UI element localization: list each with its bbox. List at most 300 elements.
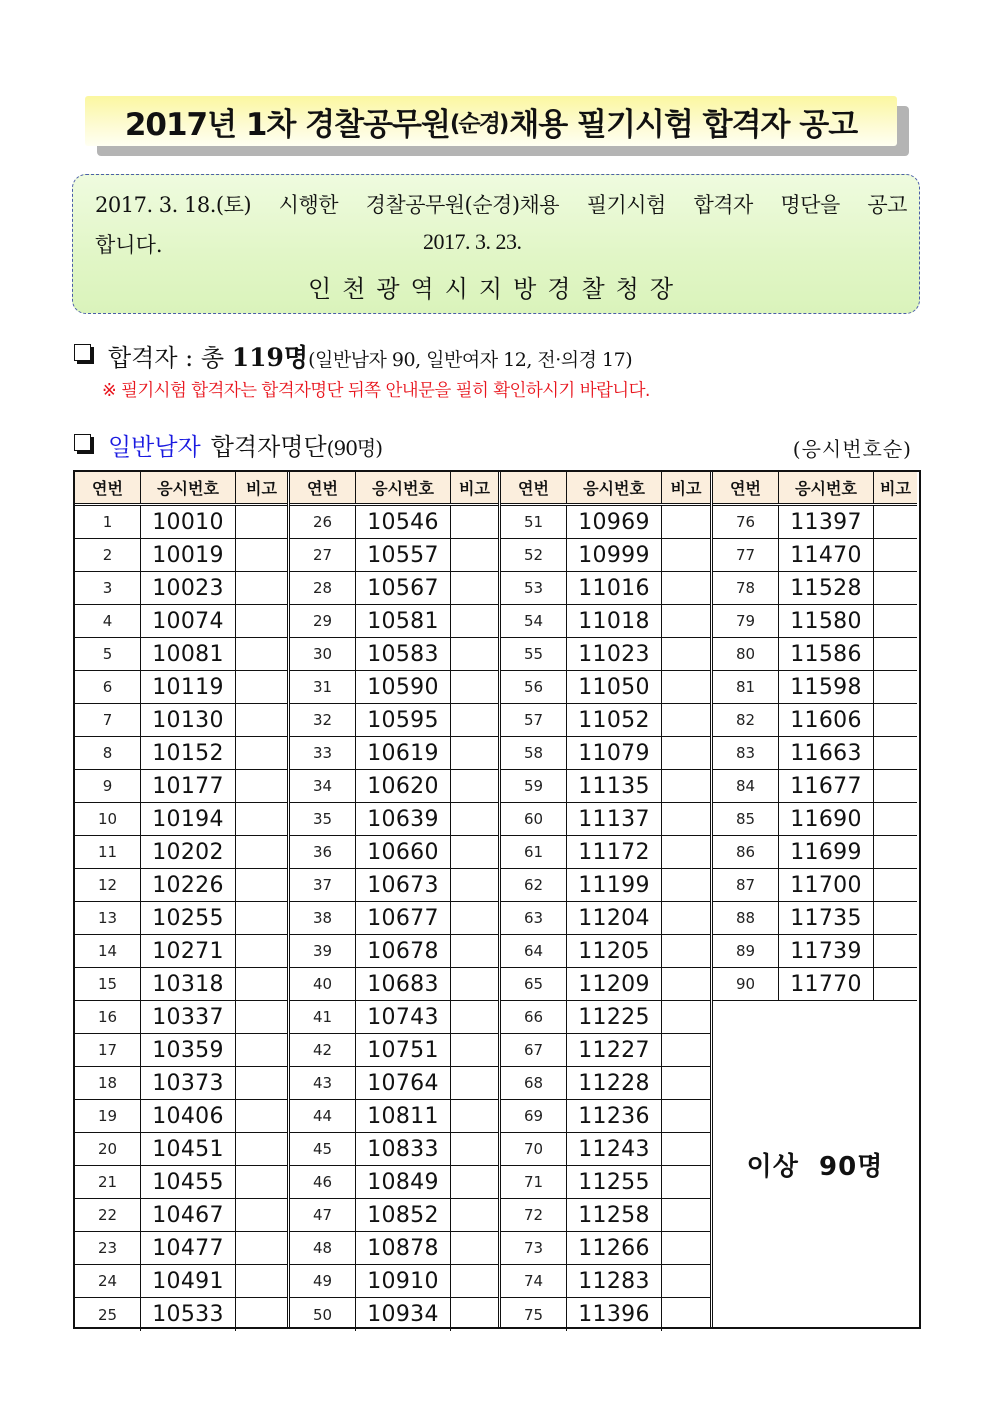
title-paren: (순경) bbox=[449, 110, 508, 137]
cell-exam-no: 11018 bbox=[567, 605, 662, 638]
cell-seq: 40 bbox=[290, 968, 356, 1001]
title-suffix: 채용 필기시험 합격자 공고 bbox=[509, 106, 858, 143]
cell-note bbox=[236, 935, 287, 968]
section-category: 일반남자 bbox=[108, 433, 201, 461]
cell-exam-no: 11052 bbox=[567, 704, 662, 737]
cell-note bbox=[451, 869, 498, 902]
warning-note: ※ 필기시험 합격자는 합격자명단 뒤쪽 안내문을 필히 확인하시기 바랍니다. bbox=[102, 381, 650, 401]
cell-exam-no: 10359 bbox=[141, 1034, 236, 1067]
cell-exam-no: 10081 bbox=[141, 638, 236, 671]
cell-exam-no: 11209 bbox=[567, 968, 662, 1001]
cell-exam-no: 10849 bbox=[356, 1166, 451, 1199]
cell-seq: 39 bbox=[290, 935, 356, 968]
cell-note bbox=[236, 836, 287, 869]
cell-exam-no: 10811 bbox=[356, 1100, 451, 1133]
cell-seq: 71 bbox=[501, 1166, 567, 1199]
cell-note bbox=[662, 1001, 710, 1034]
cell-exam-no: 10255 bbox=[141, 902, 236, 935]
cell-note bbox=[662, 902, 710, 935]
cell-exam-no: 10451 bbox=[141, 1133, 236, 1166]
cell-exam-no: 10533 bbox=[141, 1298, 236, 1331]
table-header-row bbox=[75, 472, 287, 503]
cell-seq: 32 bbox=[290, 704, 356, 737]
cell-note bbox=[874, 506, 917, 539]
cell-note bbox=[662, 638, 710, 671]
cell-seq: 43 bbox=[290, 1067, 356, 1100]
cell-exam-no: 10019 bbox=[141, 539, 236, 572]
header-note: 비고 bbox=[662, 472, 710, 503]
cell-note bbox=[236, 1001, 287, 1034]
cell-exam-no: 11172 bbox=[567, 836, 662, 869]
notice-word: 공고 bbox=[867, 193, 907, 217]
table-column-group bbox=[710, 472, 917, 1327]
cell-note bbox=[662, 935, 710, 968]
header-note: 비고 bbox=[874, 472, 917, 503]
cell-exam-no: 10852 bbox=[356, 1199, 451, 1232]
cell-seq: 31 bbox=[290, 671, 356, 704]
cell-note bbox=[662, 704, 710, 737]
cell-note bbox=[662, 572, 710, 605]
cell-exam-no: 10226 bbox=[141, 869, 236, 902]
cell-note bbox=[451, 572, 498, 605]
cell-seq: 2 bbox=[75, 539, 141, 572]
cell-seq: 26 bbox=[290, 506, 356, 539]
cell-note bbox=[451, 902, 498, 935]
cell-seq: 89 bbox=[713, 935, 779, 968]
cell-note bbox=[662, 1265, 710, 1298]
cell-note bbox=[451, 671, 498, 704]
cell-exam-no: 10677 bbox=[356, 902, 451, 935]
notice-word: 명단을 bbox=[780, 193, 840, 217]
notice-signature: 인천광역시지방경찰청장 bbox=[307, 275, 685, 303]
cell-seq: 9 bbox=[75, 770, 141, 803]
cell-exam-no: 10477 bbox=[141, 1232, 236, 1265]
cell-note bbox=[662, 1100, 710, 1133]
notice-word: 2017. 3. 18.(토) bbox=[95, 193, 252, 217]
cell-note bbox=[451, 1298, 498, 1331]
cell-exam-no: 10764 bbox=[356, 1067, 451, 1100]
cell-seq: 54 bbox=[501, 605, 567, 638]
cell-exam-no: 11690 bbox=[779, 803, 874, 836]
cell-note bbox=[236, 737, 287, 770]
cell-seq: 84 bbox=[713, 770, 779, 803]
cell-note bbox=[874, 572, 917, 605]
cell-exam-no: 10130 bbox=[141, 704, 236, 737]
cell-seq: 16 bbox=[75, 1001, 141, 1034]
cell-note bbox=[662, 671, 710, 704]
cell-note bbox=[451, 1100, 498, 1133]
cell-exam-no: 10406 bbox=[141, 1100, 236, 1133]
cell-note bbox=[662, 506, 710, 539]
cell-exam-no: 10177 bbox=[141, 770, 236, 803]
cell-exam-no: 10595 bbox=[356, 704, 451, 737]
cell-exam-no: 11050 bbox=[567, 671, 662, 704]
cell-seq: 24 bbox=[75, 1265, 141, 1298]
cell-seq: 61 bbox=[501, 836, 567, 869]
cell-seq: 27 bbox=[290, 539, 356, 572]
header-exam-no: 응시번호 bbox=[779, 472, 874, 503]
cell-exam-no: 11135 bbox=[567, 770, 662, 803]
cell-note bbox=[451, 803, 498, 836]
sort-note: (응시번호순) bbox=[792, 437, 912, 461]
cell-seq: 36 bbox=[290, 836, 356, 869]
notice-box bbox=[72, 174, 920, 314]
cell-note bbox=[874, 836, 917, 869]
cell-seq: 86 bbox=[713, 836, 779, 869]
cell-note bbox=[662, 1232, 710, 1265]
cell-seq: 60 bbox=[501, 803, 567, 836]
cell-note bbox=[451, 935, 498, 968]
cell-seq: 46 bbox=[290, 1166, 356, 1199]
cell-seq: 53 bbox=[501, 572, 567, 605]
cell-exam-no: 10010 bbox=[141, 506, 236, 539]
cell-seq: 30 bbox=[290, 638, 356, 671]
cell-seq: 28 bbox=[290, 572, 356, 605]
cell-note bbox=[236, 1298, 287, 1331]
cell-exam-no: 10639 bbox=[356, 803, 451, 836]
cell-note bbox=[451, 1166, 498, 1199]
cell-seq: 66 bbox=[501, 1001, 567, 1034]
cell-exam-no: 11470 bbox=[779, 539, 874, 572]
page-title bbox=[85, 96, 897, 146]
cell-note bbox=[874, 935, 917, 968]
cell-exam-no: 11243 bbox=[567, 1133, 662, 1166]
cell-exam-no: 10590 bbox=[356, 671, 451, 704]
checkbox-icon bbox=[74, 434, 91, 451]
section-title bbox=[108, 427, 382, 462]
summary-line bbox=[108, 338, 632, 374]
cell-seq: 29 bbox=[290, 605, 356, 638]
cell-exam-no: 11199 bbox=[567, 869, 662, 902]
header-exam-no: 응시번호 bbox=[567, 472, 662, 503]
cell-exam-no: 10567 bbox=[356, 572, 451, 605]
cell-note bbox=[662, 869, 710, 902]
header-seq: 연번 bbox=[713, 472, 779, 503]
cell-seq: 52 bbox=[501, 539, 567, 572]
table-body bbox=[501, 506, 710, 1331]
cell-exam-no: 11227 bbox=[567, 1034, 662, 1067]
cell-exam-no: 11255 bbox=[567, 1166, 662, 1199]
cell-seq: 14 bbox=[75, 935, 141, 968]
cell-exam-no: 11598 bbox=[779, 671, 874, 704]
cell-note bbox=[874, 803, 917, 836]
cell-seq: 41 bbox=[290, 1001, 356, 1034]
cell-note bbox=[451, 638, 498, 671]
cell-exam-no: 11079 bbox=[567, 737, 662, 770]
header-note: 비고 bbox=[451, 472, 498, 503]
cell-note bbox=[451, 968, 498, 1001]
cell-exam-no: 11580 bbox=[779, 605, 874, 638]
cell-note bbox=[236, 572, 287, 605]
cell-exam-no: 10620 bbox=[356, 770, 451, 803]
title-banner bbox=[85, 96, 897, 152]
cell-exam-no: 10074 bbox=[141, 605, 236, 638]
cell-seq: 4 bbox=[75, 605, 141, 638]
cell-exam-no: 11236 bbox=[567, 1100, 662, 1133]
cell-note bbox=[236, 803, 287, 836]
header-note: 비고 bbox=[236, 472, 287, 503]
cell-seq: 18 bbox=[75, 1067, 141, 1100]
cell-note bbox=[236, 1199, 287, 1232]
cell-seq: 47 bbox=[290, 1199, 356, 1232]
cell-note bbox=[451, 506, 498, 539]
cell-seq: 57 bbox=[501, 704, 567, 737]
cell-seq: 21 bbox=[75, 1166, 141, 1199]
table-body bbox=[290, 506, 498, 1331]
cell-note bbox=[874, 539, 917, 572]
cell-exam-no: 10743 bbox=[356, 1001, 451, 1034]
cell-exam-no: 10878 bbox=[356, 1232, 451, 1265]
cell-seq: 7 bbox=[75, 704, 141, 737]
cell-seq: 38 bbox=[290, 902, 356, 935]
cell-exam-no: 11606 bbox=[779, 704, 874, 737]
cell-seq: 51 bbox=[501, 506, 567, 539]
cell-note bbox=[662, 770, 710, 803]
checkbox-icon bbox=[74, 344, 91, 361]
cell-note bbox=[662, 1298, 710, 1331]
table-header-row bbox=[501, 472, 710, 503]
cell-note bbox=[236, 1067, 287, 1100]
cell-note bbox=[662, 737, 710, 770]
cell-note bbox=[236, 506, 287, 539]
cell-note bbox=[236, 770, 287, 803]
notice-line-2: 합니다. bbox=[95, 233, 163, 257]
cell-seq: 70 bbox=[501, 1133, 567, 1166]
cell-seq: 45 bbox=[290, 1133, 356, 1166]
cell-seq: 58 bbox=[501, 737, 567, 770]
cell-seq: 77 bbox=[713, 539, 779, 572]
cell-seq: 35 bbox=[290, 803, 356, 836]
cell-exam-no: 10491 bbox=[141, 1265, 236, 1298]
closing-total: 이상 90명 bbox=[746, 1151, 884, 1182]
cell-exam-no: 11258 bbox=[567, 1199, 662, 1232]
cell-exam-no: 10373 bbox=[141, 1067, 236, 1100]
cell-note bbox=[874, 902, 917, 935]
cell-seq: 73 bbox=[501, 1232, 567, 1265]
cell-note bbox=[236, 1133, 287, 1166]
cell-note bbox=[451, 1034, 498, 1067]
cell-note bbox=[451, 1067, 498, 1100]
cell-exam-no: 10660 bbox=[356, 836, 451, 869]
cell-exam-no: 11137 bbox=[567, 803, 662, 836]
cell-exam-no: 10152 bbox=[141, 737, 236, 770]
cell-seq: 79 bbox=[713, 605, 779, 638]
roster-table bbox=[73, 470, 921, 1329]
cell-exam-no: 10581 bbox=[356, 605, 451, 638]
cell-note bbox=[451, 737, 498, 770]
header-exam-no: 응시번호 bbox=[356, 472, 451, 503]
cell-note bbox=[874, 737, 917, 770]
cell-note bbox=[662, 836, 710, 869]
cell-note bbox=[236, 671, 287, 704]
cell-note bbox=[451, 836, 498, 869]
cell-note bbox=[451, 704, 498, 737]
cell-seq: 25 bbox=[75, 1298, 141, 1331]
cell-seq: 5 bbox=[75, 638, 141, 671]
cell-exam-no: 11396 bbox=[567, 1298, 662, 1331]
cell-note bbox=[451, 1232, 498, 1265]
cell-note bbox=[236, 638, 287, 671]
cell-seq: 63 bbox=[501, 902, 567, 935]
cell-exam-no: 11205 bbox=[567, 935, 662, 968]
cell-note bbox=[236, 968, 287, 1001]
cell-note bbox=[451, 1133, 498, 1166]
cell-note bbox=[236, 539, 287, 572]
cell-seq: 62 bbox=[501, 869, 567, 902]
cell-seq: 17 bbox=[75, 1034, 141, 1067]
cell-seq: 49 bbox=[290, 1265, 356, 1298]
cell-note bbox=[874, 605, 917, 638]
cell-exam-no: 10467 bbox=[141, 1199, 236, 1232]
section-label: 합격자명단 bbox=[210, 433, 327, 461]
cell-seq: 74 bbox=[501, 1265, 567, 1298]
cell-seq: 55 bbox=[501, 638, 567, 671]
cell-seq: 6 bbox=[75, 671, 141, 704]
cell-seq: 78 bbox=[713, 572, 779, 605]
cell-note bbox=[451, 605, 498, 638]
header-seq: 연번 bbox=[290, 472, 356, 503]
cell-exam-no: 11677 bbox=[779, 770, 874, 803]
cell-note bbox=[236, 1232, 287, 1265]
cell-exam-no: 11735 bbox=[779, 902, 874, 935]
cell-note bbox=[451, 1001, 498, 1034]
cell-seq: 8 bbox=[75, 737, 141, 770]
cell-note bbox=[874, 671, 917, 704]
cell-seq: 3 bbox=[75, 572, 141, 605]
cell-exam-no: 10194 bbox=[141, 803, 236, 836]
cell-note bbox=[236, 1100, 287, 1133]
cell-seq: 11 bbox=[75, 836, 141, 869]
notice-line-1 bbox=[95, 189, 907, 219]
cell-seq: 1 bbox=[75, 506, 141, 539]
cell-seq: 65 bbox=[501, 968, 567, 1001]
table-body bbox=[75, 506, 287, 1331]
cell-exam-no: 11528 bbox=[779, 572, 874, 605]
cell-seq: 82 bbox=[713, 704, 779, 737]
cell-seq: 22 bbox=[75, 1199, 141, 1232]
cell-exam-no: 10455 bbox=[141, 1166, 236, 1199]
cell-seq: 33 bbox=[290, 737, 356, 770]
cell-note bbox=[451, 770, 498, 803]
cell-seq: 13 bbox=[75, 902, 141, 935]
cell-seq: 67 bbox=[501, 1034, 567, 1067]
cell-note bbox=[874, 869, 917, 902]
cell-exam-no: 11699 bbox=[779, 836, 874, 869]
title-prefix: 2017년 1차 경찰공무원 bbox=[124, 106, 450, 143]
cell-exam-no: 11586 bbox=[779, 638, 874, 671]
cell-seq: 90 bbox=[713, 968, 779, 1001]
cell-note bbox=[451, 539, 498, 572]
cell-seq: 64 bbox=[501, 935, 567, 968]
cell-note bbox=[236, 902, 287, 935]
notice-word: 경찰공무원(순경)채용 bbox=[365, 193, 560, 217]
cell-seq: 83 bbox=[713, 737, 779, 770]
cell-exam-no: 11283 bbox=[567, 1265, 662, 1298]
cell-note bbox=[451, 1265, 498, 1298]
cell-note bbox=[874, 968, 917, 1001]
cell-exam-no: 10969 bbox=[567, 506, 662, 539]
cell-exam-no: 11225 bbox=[567, 1001, 662, 1034]
table-column-group bbox=[287, 472, 498, 1327]
cell-seq: 85 bbox=[713, 803, 779, 836]
cell-exam-no: 10023 bbox=[141, 572, 236, 605]
cell-note bbox=[236, 605, 287, 638]
cell-note bbox=[236, 1166, 287, 1199]
cell-note bbox=[662, 1133, 710, 1166]
cell-note bbox=[874, 704, 917, 737]
cell-exam-no: 10337 bbox=[141, 1001, 236, 1034]
cell-exam-no: 10678 bbox=[356, 935, 451, 968]
cell-exam-no: 11204 bbox=[567, 902, 662, 935]
cell-note bbox=[662, 539, 710, 572]
notice-word: 합격자 bbox=[693, 193, 753, 217]
cell-exam-no: 10934 bbox=[356, 1298, 451, 1331]
cell-exam-no: 11700 bbox=[779, 869, 874, 902]
cell-note bbox=[236, 1034, 287, 1067]
cell-exam-no: 10583 bbox=[356, 638, 451, 671]
summary-breakdown: (일반남자 90, 일반여자 12, 전·의경 17) bbox=[308, 349, 633, 371]
cell-exam-no: 11739 bbox=[779, 935, 874, 968]
cell-exam-no: 10683 bbox=[356, 968, 451, 1001]
cell-exam-no: 10999 bbox=[567, 539, 662, 572]
summary-total: 119명 bbox=[231, 343, 309, 372]
cell-note bbox=[662, 605, 710, 638]
cell-seq: 37 bbox=[290, 869, 356, 902]
notice-word: 시행한 bbox=[278, 193, 339, 217]
header-seq: 연번 bbox=[501, 472, 567, 503]
cell-seq: 19 bbox=[75, 1100, 141, 1133]
cell-exam-no: 10119 bbox=[141, 671, 236, 704]
cell-note bbox=[874, 638, 917, 671]
cell-exam-no: 11228 bbox=[567, 1067, 662, 1100]
cell-seq: 34 bbox=[290, 770, 356, 803]
cell-note bbox=[236, 704, 287, 737]
cell-seq: 87 bbox=[713, 869, 779, 902]
table-header-row bbox=[290, 472, 498, 503]
cell-seq: 69 bbox=[501, 1100, 567, 1133]
cell-note bbox=[662, 1034, 710, 1067]
section-count: (90명) bbox=[326, 436, 383, 460]
cell-seq: 81 bbox=[713, 671, 779, 704]
summary-label: 합격자 : 총 bbox=[108, 344, 232, 372]
notice-date: 2017. 3. 23. bbox=[423, 229, 522, 254]
cell-exam-no: 10557 bbox=[356, 539, 451, 572]
notice-word: 필기시험 bbox=[586, 193, 666, 217]
cell-note bbox=[662, 803, 710, 836]
cell-note bbox=[451, 1199, 498, 1232]
cell-exam-no: 11770 bbox=[779, 968, 874, 1001]
cell-note bbox=[236, 869, 287, 902]
cell-note bbox=[662, 1199, 710, 1232]
cell-seq: 80 bbox=[713, 638, 779, 671]
cell-exam-no: 10910 bbox=[356, 1265, 451, 1298]
header-seq: 연번 bbox=[75, 472, 141, 503]
table-body bbox=[713, 506, 917, 1001]
cell-seq: 48 bbox=[290, 1232, 356, 1265]
cell-seq: 75 bbox=[501, 1298, 567, 1331]
cell-seq: 15 bbox=[75, 968, 141, 1001]
table-column-group bbox=[498, 472, 710, 1327]
cell-seq: 59 bbox=[501, 770, 567, 803]
cell-exam-no: 11266 bbox=[567, 1232, 662, 1265]
cell-note bbox=[662, 968, 710, 1001]
table-column-group bbox=[75, 472, 287, 1327]
cell-seq: 88 bbox=[713, 902, 779, 935]
cell-exam-no: 11663 bbox=[779, 737, 874, 770]
cell-exam-no: 11023 bbox=[567, 638, 662, 671]
cell-seq: 20 bbox=[75, 1133, 141, 1166]
cell-exam-no: 10546 bbox=[356, 506, 451, 539]
